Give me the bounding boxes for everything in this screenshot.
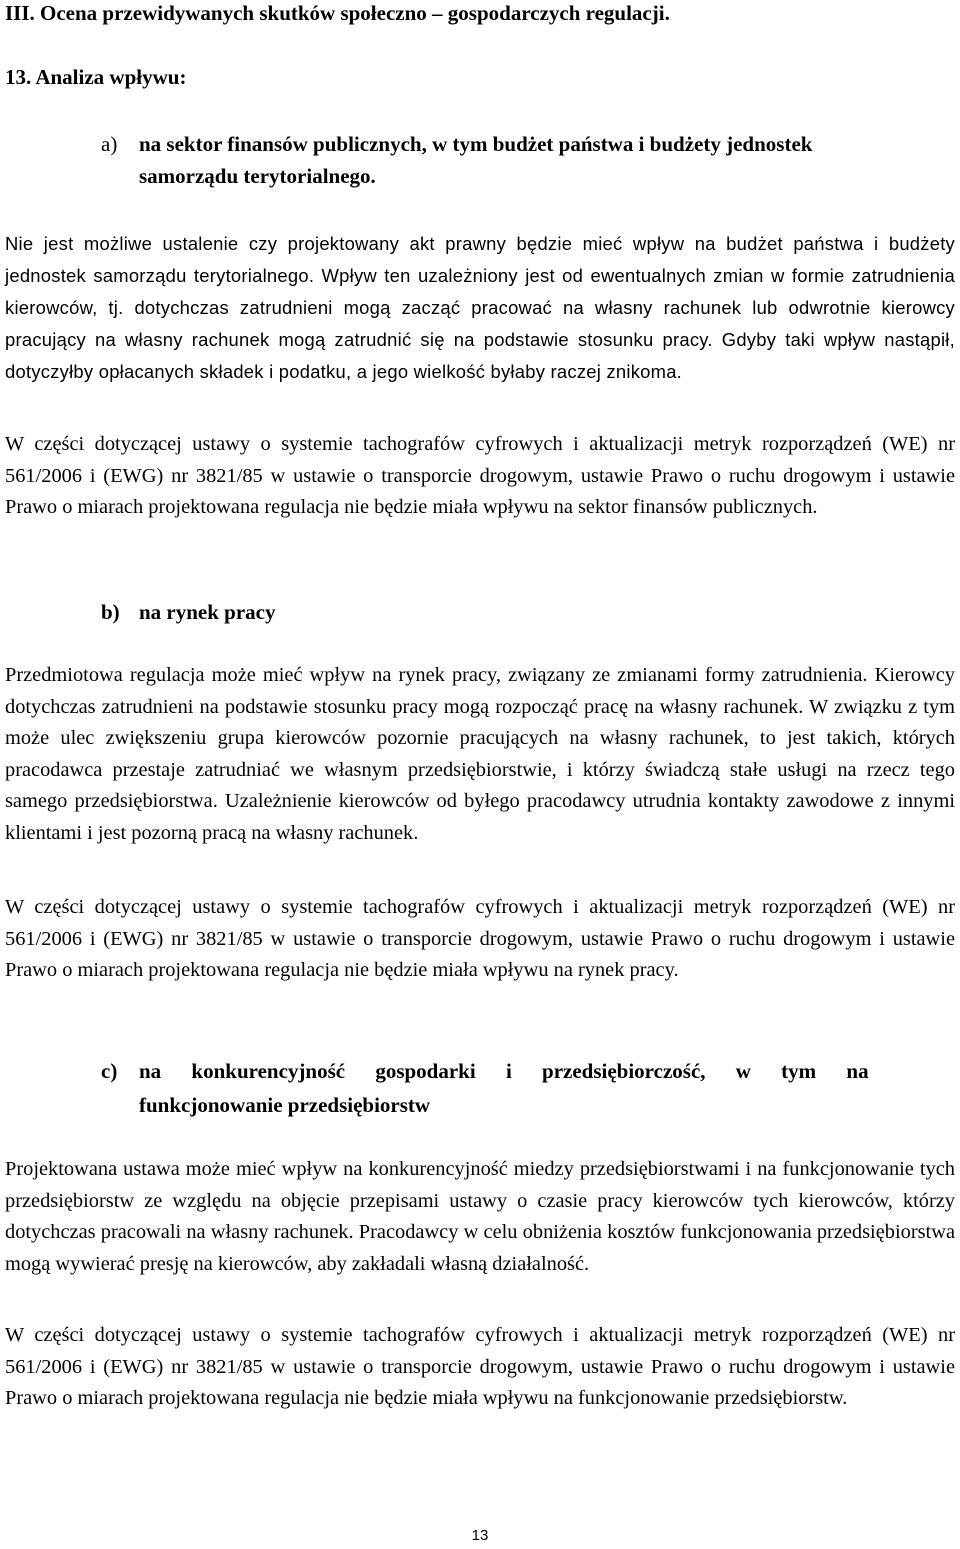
analysis-heading: 13. Analiza wpływu: xyxy=(5,65,187,89)
item-c-title-line2: funkcjonowanie przedsiębiorstw xyxy=(139,1093,431,1117)
item-a-label: a) xyxy=(101,132,118,156)
item-c-paragraph-1: Projektowana ustawa może mieć wpływ na konkurencyjność miedzy przedsiębiorstwami i na funkcjonowanie tych przedsiębiorstw ze względu na objęcie przepisami ustawy o czasie pracy kierowców tych kierowców, którzy dotychczas pracowali na własny rachunek. Pracodawcy w celu obniżenia kosztów funkcjonowania przedsiębiorstwa mogą wywierać presję na kierowców, aby zakładali własną działalność. xyxy=(5,1158,955,1275)
item-a-title xyxy=(101,131,812,157)
item-c-label: c) xyxy=(101,1059,118,1083)
item-b-title xyxy=(101,599,276,625)
item-a-title-line2: samorządu terytorialnego. xyxy=(139,164,376,188)
page-number: 13 xyxy=(471,1527,489,1544)
item-b-paragraph-2: W części dotyczącej ustawy o systemie tachografów cyfrowych i aktualizacji metryk rozporządzeń (WE) nr 561/2006 i (EWG) nr 3821/85 w ustawie o transporcie drogowym, ustawie Prawo o ruchu drogowym i ustawie Prawo o miarach projektowana regulacja nie będzie miała wpływu na rynek pracy. xyxy=(5,896,955,981)
item-c-paragraph-2: W części dotyczącej ustawy o systemie tachografów cyfrowych i aktualizacji metryk rozporządzeń (WE) nr 561/2006 i (EWG) nr 3821/85 w ustawie o transporcie drogowym, ustawie Prawo o ruchu drogowym i ustawie Prawo o miarach projektowana regulacja nie będzie miała wpływu na funkcjonowanie przedsiębiorstw. xyxy=(5,1324,955,1409)
item-b-label: b) xyxy=(101,600,120,624)
item-c-title-line1: na konkurencyjność gospodarki i przedsiębiorczość, w tym na xyxy=(139,1059,869,1083)
item-b-paragraph-1: Przedmiotowa regulacja może mieć wpływ na rynek pracy, związany ze zmianami formy zatrudnienia. Kierowcy dotychczas zatrudnieni na podstawie stosunku pracy mogą rozpocząć pracę na własny rachunek. W związku z tym może ulec zwiększeniu grupa kierowców pozornie pracujących na własny rachunek, to jest takich, których pracodawca przestaje zatrudniać we własnym przedsiębiorstwie, i którzy świadczą stałe usługi na rzecz tego samego przedsiębiorstwa. Uzależnienie kierowców od byłego pracodawcy utrudnia kontakty zawodowe z innymi klientami i jest pozorną pracą na własny rachunek. xyxy=(5,664,955,844)
item-b-title-text: na rynek pracy xyxy=(139,600,276,624)
item-a-paragraph-2: W części dotyczącej ustawy o systemie tachografów cyfrowych i aktualizacji metryk rozporządzeń (WE) nr 561/2006 i (EWG) nr 3821/85 w ustawie o transporcie drogowym, ustawie Prawo o ruchu drogowym i ustawie Prawo o miarach projektowana regulacja nie będzie miała wpływu na sektor finansów publicznych. xyxy=(5,433,955,518)
item-a-title-line1: na sektor finansów publicznych, w tym budżet państwa i budżety jednostek xyxy=(139,132,813,156)
section-heading: III. Ocena przewidywanych skutków społeczno – gospodarczych regulacji. xyxy=(5,1,670,25)
item-c-title xyxy=(101,1058,869,1084)
item-a-paragraph-1: Nie jest możliwe ustalenie czy projektowany akt prawny będzie mieć wpływ na budżet państwa i budżety jednostek samorządu terytorialnego. Wpływ ten uzależniony jest od ewentualnych zmian w formie zatrudnienia kierowców, tj. dotychczas zatrudnieni mogą zacząć pracować na własny rachunek lub odwrotnie kierowcy pracujący na własny rachunek mogą zatrudnić się na podstawie stosunku pracy. Gdyby taki wpływ nastąpił, dotyczyłby opłacanych składek i podatku, a jego wielkość byłaby raczej znikoma. xyxy=(5,233,955,382)
